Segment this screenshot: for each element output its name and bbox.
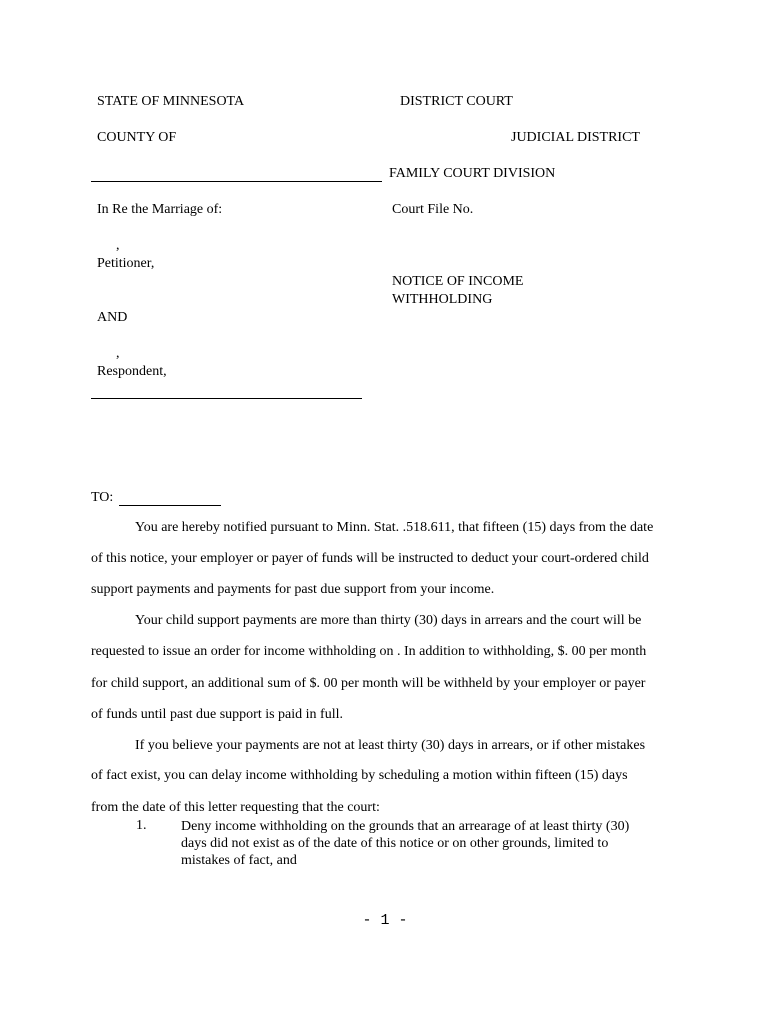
list-item-number: 1. [136, 818, 147, 833]
paragraph-2-line-2: requested to issue an order for income withholding on . In addition to withholding, $. 00 per month [91, 644, 647, 659]
respondent-name-blank: , [116, 346, 120, 361]
caption-bottom-rule [91, 398, 362, 399]
and-label: AND [97, 310, 128, 325]
state-label: STATE OF MINNESOTA [97, 94, 245, 109]
in-re-label: In Re the Marriage of: [97, 202, 223, 217]
to-label: TO: [91, 490, 114, 505]
petitioner-name-blank: , [116, 238, 120, 253]
paragraph-2-line-3: for child support, an additional sum of $. 00 per month will be withheld by your employer or payer [91, 676, 646, 691]
paragraph-1-line-2: of this notice, your employer or payer of funds will be instructed to deduct your court-ordered child [91, 551, 649, 566]
paragraph-3-line-2: of fact exist, you can delay income withholding by scheduling a motion within fifteen (15) days [91, 768, 628, 783]
paragraph-1-line-1: You are hereby notified pursuant to Minn. Stat. .518.611, that fifteen (15) days from the date [135, 520, 654, 535]
page-number: - 1 - [362, 912, 408, 929]
paragraph-2-line-4: of funds until past due support is paid in full. [91, 707, 343, 722]
caption-top-rule [91, 181, 382, 182]
paragraph-2-line-1: Your child support payments are more than thirty (30) days in arrears and the court will be [135, 613, 642, 628]
county-label: COUNTY OF [97, 130, 177, 145]
paragraph-3-line-3: from the date of this letter requesting that the court: [91, 800, 380, 815]
list-item-line-2: days did not exist as of the date of this notice or on other grounds, limited to [181, 836, 609, 851]
division-label: FAMILY COURT DIVISION [389, 166, 556, 181]
to-blank-line [119, 505, 221, 506]
court-label: DISTRICT COURT [400, 94, 513, 109]
court-file-label: Court File No. [392, 202, 474, 217]
petitioner-label: Petitioner, [97, 256, 155, 271]
respondent-label: Respondent, [97, 364, 167, 379]
paragraph-3-line-1: If you believe your payments are not at least thirty (30) days in arrears, or if other mistakes [135, 738, 646, 753]
list-item-line-1: Deny income withholding on the grounds that an arrearage of at least thirty (30) [181, 819, 630, 834]
notice-title-line1: NOTICE OF INCOME [392, 274, 524, 289]
list-item-line-3: mistakes of fact, and [181, 853, 297, 868]
notice-title-line2: WITHHOLDING [392, 292, 493, 307]
judicial-district-label: JUDICIAL DISTRICT [511, 130, 640, 145]
paragraph-1-line-3: support payments and payments for past due support from your income. [91, 582, 495, 597]
